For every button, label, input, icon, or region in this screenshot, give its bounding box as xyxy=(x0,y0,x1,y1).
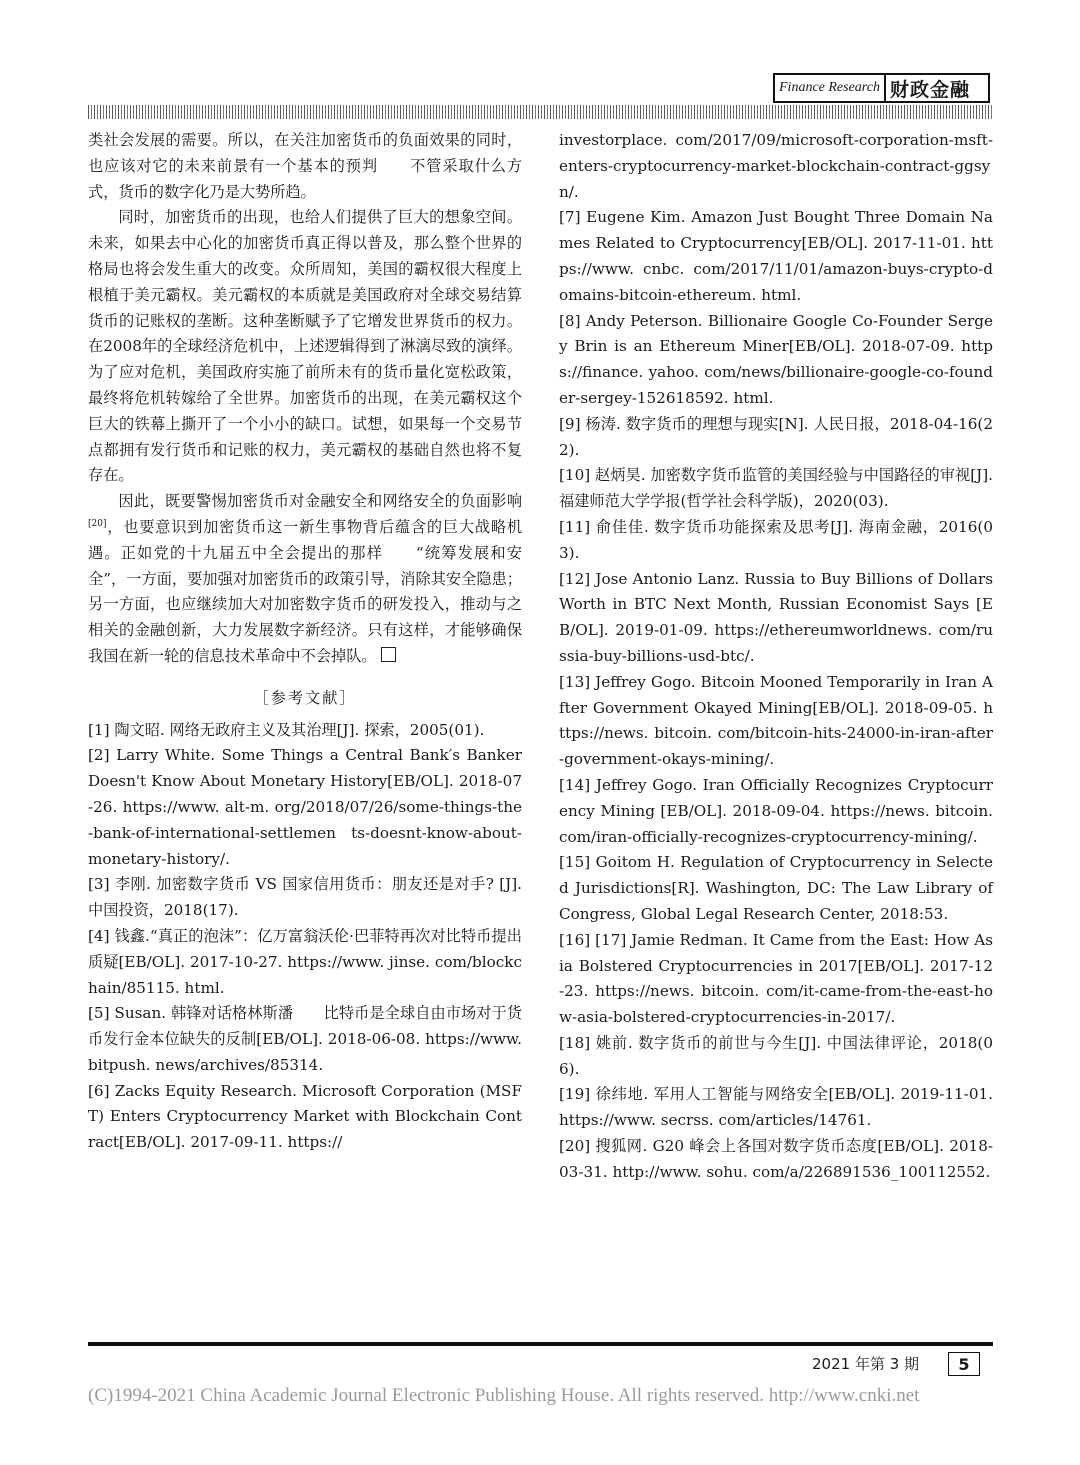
reference-item: [19] 徐纬地. 军用人工智能与网络安全[EB/OL]. 2019-11-01. https://www. secrss. com/articles/14761. xyxy=(559,1085,993,1130)
references-heading: ［参考文献］ xyxy=(253,688,357,707)
reference-item: [1] 陶文昭. 网络无政府主义及其治理[J]. 探索，2005(01). xyxy=(88,720,485,739)
body-paragraph xyxy=(88,489,522,670)
end-mark-icon xyxy=(381,647,396,662)
reference-item: [13] Jeffrey Gogo. Bitcoin Mooned Temporarily in Iran After Government Okayed Mining[EB/OL]. 2018-09-05. https://news. bitcoin. com/bitcoin-hits-24000-in-iran-after-government-okays-mining/. xyxy=(559,672,993,769)
body-paragraph: 同时，加密货币的出现，也给人们提供了巨大的想象空间。未来，如果去中心化的加密货币真正得以普及，那么整个世界的格局也将会发生重大的改变。众所周知，美国的霸权很大程度上根植于美元霸权。美元霸权的本质就是美国政府对全球交易结算货币的记账权的垄断。这种垄断赋予了它增发世界货币的权力。在2008年的全球经济危机中，上述逻辑得到了淋漓尽致的演绎。为了应对危机，美国政府实施了前所未有的货币量化宽松政策，最终将危机转嫁给了全世界。加密货币的出现，在美元霸权这个巨大的铁幕上撕开了一个小小的缺口。试想，如果每一个交易节点都拥有发行货币和记账的权力，美元霸权的基础自然也将不复存在。 xyxy=(88,208,522,485)
footnote-reference: [20] xyxy=(88,518,107,529)
page-number: 5 xyxy=(948,1352,980,1376)
reference-item: [3] 李刚. 加密数字货币 VS 国家信用货币：朋友还是对手? [J]. 中国投资，2018(17). xyxy=(88,875,522,920)
reference-item: [8] Andy Peterson. Billionaire Google Co-Founder Sergey Brin is an Ethereum Miner[EB/OL]. 2018-07-09. https://finance. yahoo. com/news/billionaire-google-co-founder-sergey-152618592. html. xyxy=(559,311,993,407)
reference-item: [16] [17] Jamie Redman. It Came from the East: How Asia Bolstered Cryptocurrencies in 2017[EB/OL]. 2017-12-23. https://news. bitcoin. com/it-came-from-the-east-how-asia-bolstered-cryptocurrencies-in-2017/. xyxy=(559,930,993,1027)
copyright-watermark: (C)1994-2021 China Academic Journal Electronic Publishing House. All rights reserved. http://www.cnki.net xyxy=(88,1385,920,1406)
reference-item: [5] Susan. 韩锋对话格林斯潘 比特币是全球自由市场对于货币发行金本位缺失的反制[EB/OL]. 2018-06-08. https://www. bitpush. news/archives/85314. xyxy=(88,1004,522,1074)
footer-rule xyxy=(88,1342,993,1346)
body-text: ，也要意识到加密货币这一新生事物背后蕴含的巨大战略机遇。正如党的十九届五中全会提出的那样 “统筹发展和安全”，一方面，要加强对加密货币的政策引导，消除其安全隐患；另一方面，也应继续加大对加密数字货币的研发投入，推动与之相关的金融创新，大力发展数字新经济。只有这样，才能够确保我国在新一轮的信息技术革命中不会掉队。 xyxy=(88,517,522,665)
reference-item: [6] Zacks Equity Research. Microsoft Corporation (MSFT) Enters Cryptocurrency Market with Blockchain Contract[EB/OL]. 2017-09-11. https:// xyxy=(88,1081,522,1152)
reference-item: [11] 俞佳佳. 数字货币功能探索及思考[J]. 海南金融，2016(03). xyxy=(559,517,993,562)
body-paragraph: 类社会发展的需要。所以，在关注加密货币的负面效果的同时，也应该对它的未来前景有一个基本的预判 不管采取什么方式，货币的数字化乃是大势所趋。 xyxy=(88,131,522,201)
reference-item: [15] Goitom H. Regulation of Cryptocurrency in Selected Jurisdictions[R]. Washington, DC: The Law Library of Congress, Global Legal Research Center, 2018:53. xyxy=(559,853,993,923)
journal-section-badge xyxy=(773,73,990,103)
journal-name-english: Finance Research xyxy=(775,75,886,101)
reference-item: [18] 姚前. 数字货币的前世与今生[J]. 中国法律评论，2018(06). xyxy=(559,1033,993,1078)
reference-item: [4] 钱鑫.“真正的泡沫”：亿万富翁沃伦·巴菲特再次对比特币提出质疑[EB/OL]. 2017-10-27. https://www. jinse. com/blockchain/85115. html. xyxy=(88,926,522,997)
right-column xyxy=(559,128,993,1186)
reference-item: [12] Jose Antonio Lanz. Russia to Buy Billions of Dollars Worth in BTC Next Month, Russian Economist Says [EB/OL]. 2019-01-09. https://ethereumworldnews. com/russia-buy-billions-usd-btc/. xyxy=(559,569,993,665)
left-column xyxy=(88,128,522,1156)
body-text: 因此，既要警惕加密货币对金融安全和网络安全的负面影响 xyxy=(118,492,522,511)
reference-item: [10] 赵炳昊. 加密数字货币监管的美国经验与中国路径的审视[J]. 福建师范大学学报(哲学社会科学版)，2020(03). xyxy=(559,466,993,511)
reference-item: [2] Larry White. Some Things a Central Bank′s Banker Doesn't Know About Monetary History[EB/OL]. 2018-07-26. https://www. alt-m. org/2018/07/26/some-things-the-bank-of-international-settlemen ts-doesnt-know-about-monetary-history/. xyxy=(88,746,522,868)
journal-section-chinese: 财政金融 xyxy=(889,78,970,101)
reference-item: investorplace. com/2017/09/microsoft-corporation-msft-enters-cryptocurrency-market-blockchain-contract-ggsyn/. xyxy=(559,131,993,201)
issue-label: 2021 年第 3 期 xyxy=(812,1355,920,1373)
reference-item: [14] Jeffrey Gogo. Iran Officially Recognizes Cryptocurrency Mining [EB/OL]. 2018-09-04. https://news. bitcoin. com/iran-officially-recognizes-cryptocurrency-mining/. xyxy=(559,775,993,846)
reference-item: [20] 搜狐网. G20 峰会上各国对数字货币态度[EB/OL]. 2018-03-31. http://www. sohu. com/a/226891536_100112552. xyxy=(559,1137,993,1181)
reference-item: [7] Eugene Kim. Amazon Just Bought Three Domain Names Related to Cryptocurrency[EB/OL]. 2017-11-01. https://www. cnbc. com/2017/11/01/amazon-buys-crypto-domains-bitcoin-ethereum. html. xyxy=(559,208,993,304)
header-pattern-bar xyxy=(88,105,993,119)
reference-item: [9] 杨涛. 数字货币的理想与现实[N]. 人民日报，2018-04-16(22). xyxy=(559,414,993,459)
